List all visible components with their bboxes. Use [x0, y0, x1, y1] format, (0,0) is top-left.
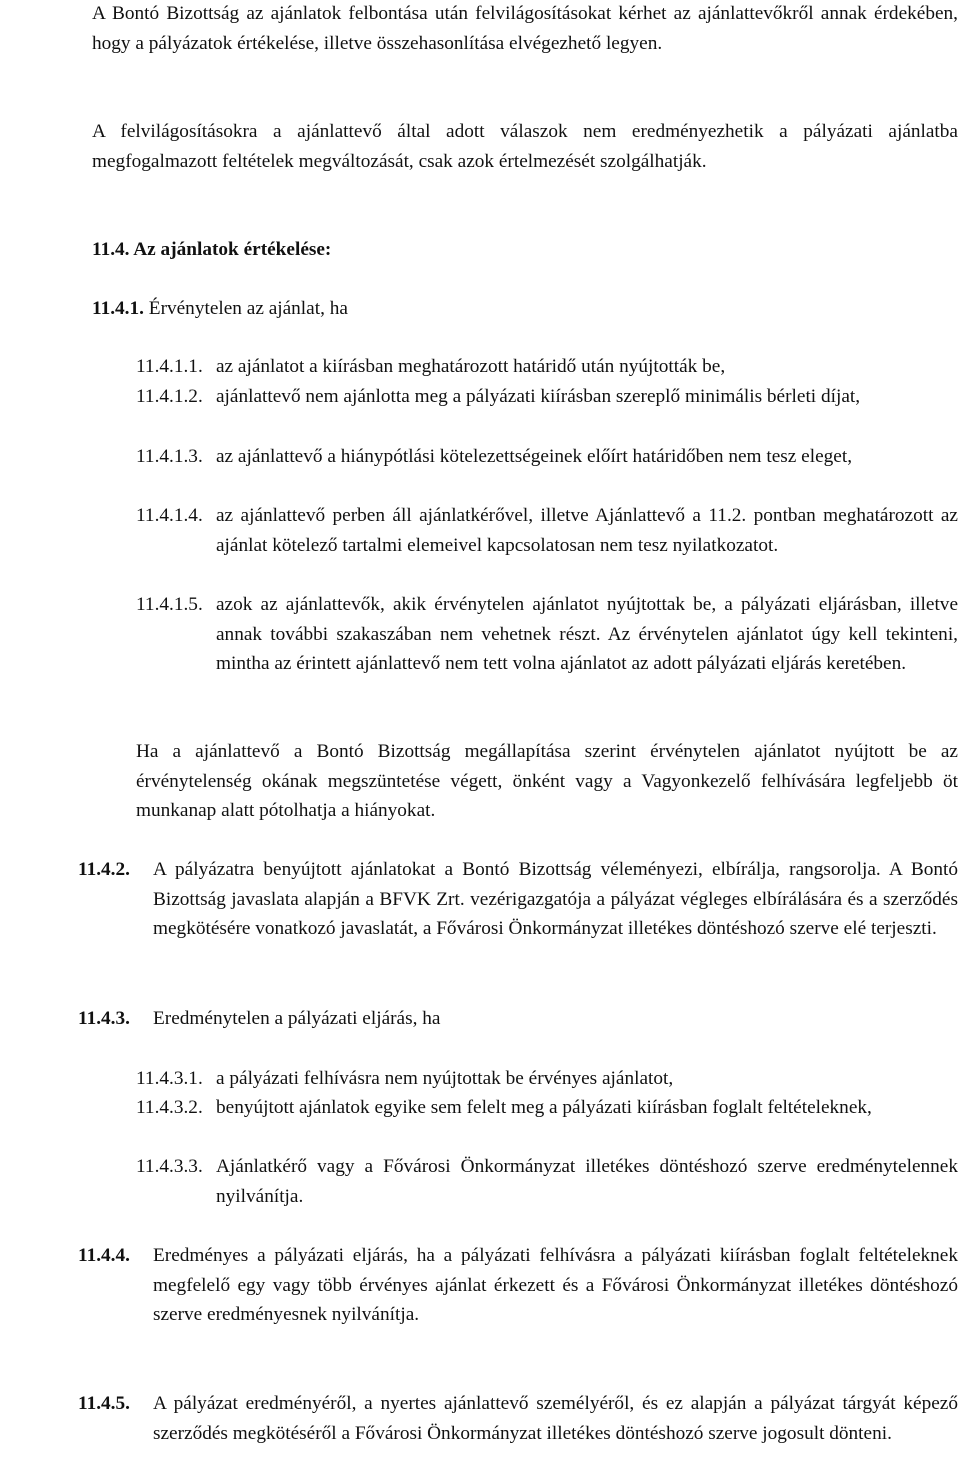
item-number: 11.4.1.4. [136, 505, 203, 526]
paragraph-clarifications: A felvilágosításokra a ajánlattevő által adott válaszok nem eredményezhetik a pályázati ajánlatba megfogalmazott feltételek megváltozását, csak azok értelmezését szolgálhatják. [92, 121, 958, 172]
item-text: benyújtott ajánlatok egyike sem felelt meg a pályázati kiírásban foglalt feltételeknek, [216, 1097, 872, 1118]
heading-11-4: 11.4. Az ajánlatok értékelése: [92, 239, 332, 260]
item-text: azok az ajánlattevők, akik érvénytelen ajánlatot nyújtottak be, a pályázati eljárásban, illetve annak további szakaszában nem vehetnek részt. Az érvénytelen ajánlatot úgy kell tekinteni, mintha az érintett ajánlattevő nem tett volna ajánlatot az adott pályázati eljárás keretében. [216, 594, 958, 675]
item-text: az ajánlattevő perben áll ajánlatkérővel, illetve Ajánlattevő a 11.2. pontban meghatározott az ajánlat kötelező tartalmi elemeivel kapcsolatosan nem tesz nyilatkozatot. [216, 505, 958, 556]
heading-11-4-1-text: Érvénytelen az ajánlat, ha [143, 298, 348, 319]
paragraph-inquiries: A Bontó Bizottság az ajánlatok felbontása után felvilágosításokat kérhet az ajánlattevőkről annak érdekében, hogy a pályázatok értékelése, illetve összehasonlítása elvégezhető legyen. [92, 3, 958, 54]
section-11-4-2 [78, 855, 958, 944]
item-number: 11.4.1.5. [136, 594, 203, 615]
list-item-11-4-3-1 [136, 1064, 958, 1094]
list-item-11-4-1-3 [136, 442, 958, 472]
item-text: Ajánlatkérő vagy a Fővárosi Önkormányzat illetékes döntéshozó szerve eredménytelennek nyilvánítja. [216, 1156, 958, 1207]
item-number: 11.4.3.1. [136, 1068, 203, 1089]
section-number: 11.4.3. [78, 1008, 130, 1029]
section-text: A pályázat eredményéről, a nyertes ajánlattevő személyéről, és ez alapján a pályázat tárgyát képező szerződés megkötéséről a Fővárosi Önkormányzat illetékes döntéshozó szerve jogosult dönteni. [153, 1393, 958, 1444]
list-item-11-4-1-5 [136, 590, 958, 679]
item-number: 11.4.1.2. [136, 386, 203, 407]
section-11-4-3 [78, 1004, 958, 1034]
section-text: Eredményes a pályázati eljárás, ha a pályázati felhívásra a pályázati kiírásban foglalt feltételeknek megfelelő egy vagy több érvényes ajánlat érkezett és a Fővárosi Önkormányzat illetékes döntéshozó szerve eredményesnek nyilvánítja. [153, 1245, 958, 1326]
item-number: 11.4.1.1. [136, 356, 203, 377]
section-text: Eredménytelen a pályázati eljárás, ha [153, 1008, 441, 1029]
item-number: 11.4.3.2. [136, 1097, 203, 1118]
list-item-11-4-3-3 [136, 1152, 958, 1211]
paragraph-remedy: Ha a ajánlattevő a Bontó Bizottság megállapítása szerint érvénytelen ajánlatot nyújtott be az érvénytelenség okának megszüntetése végett, önként vagy a Vagyonkezelő felhívására legfeljebb öt munkanap alatt pótolhatja a hiányokat. [136, 741, 958, 822]
item-text: ajánlattevő nem ajánlotta meg a pályázati kiírásban szereplő minimális bérleti díjat, [216, 386, 861, 407]
list-item-11-4-1-2 [136, 382, 958, 412]
section-number: 11.4.2. [78, 859, 130, 880]
item-text: az ajánlattevő a hiánypótlási kötelezettségeinek előírt határidőben nem tesz eleget, [216, 446, 853, 467]
list-item-11-4-1-4 [136, 501, 958, 560]
section-text: A pályázatra benyújtott ajánlatokat a Bontó Bizottság véleményezi, elbírálja, rangsorolja. A Bontó Bizottság javaslata alapján a BFVK Zrt. vezérigazgatója a pályázat végleges elbírálására és a szerződés megkötésére vonatkozó javaslatát, a Fővárosi Önkormányzat illetékes döntéshozó szerve elé terjeszti. [153, 859, 958, 940]
item-text: a pályázati felhívásra nem nyújtottak be érvényes ajánlatot, [216, 1068, 674, 1089]
section-number: 11.4.4. [78, 1245, 130, 1266]
list-item-11-4-3-2 [136, 1093, 958, 1123]
heading-11-4-1 [92, 294, 348, 324]
section-11-4-4 [78, 1241, 958, 1330]
item-number: 11.4.1.3. [136, 446, 203, 467]
item-number: 11.4.3.3. [136, 1156, 203, 1177]
section-number: 11.4.5. [78, 1393, 130, 1414]
item-text: az ajánlatot a kiírásban meghatározott határidő után nyújtották be, [216, 356, 726, 377]
section-11-4-5 [78, 1389, 958, 1448]
list-item-11-4-1-1 [136, 352, 958, 382]
heading-11-4-1-number: 11.4.1. [92, 298, 144, 319]
